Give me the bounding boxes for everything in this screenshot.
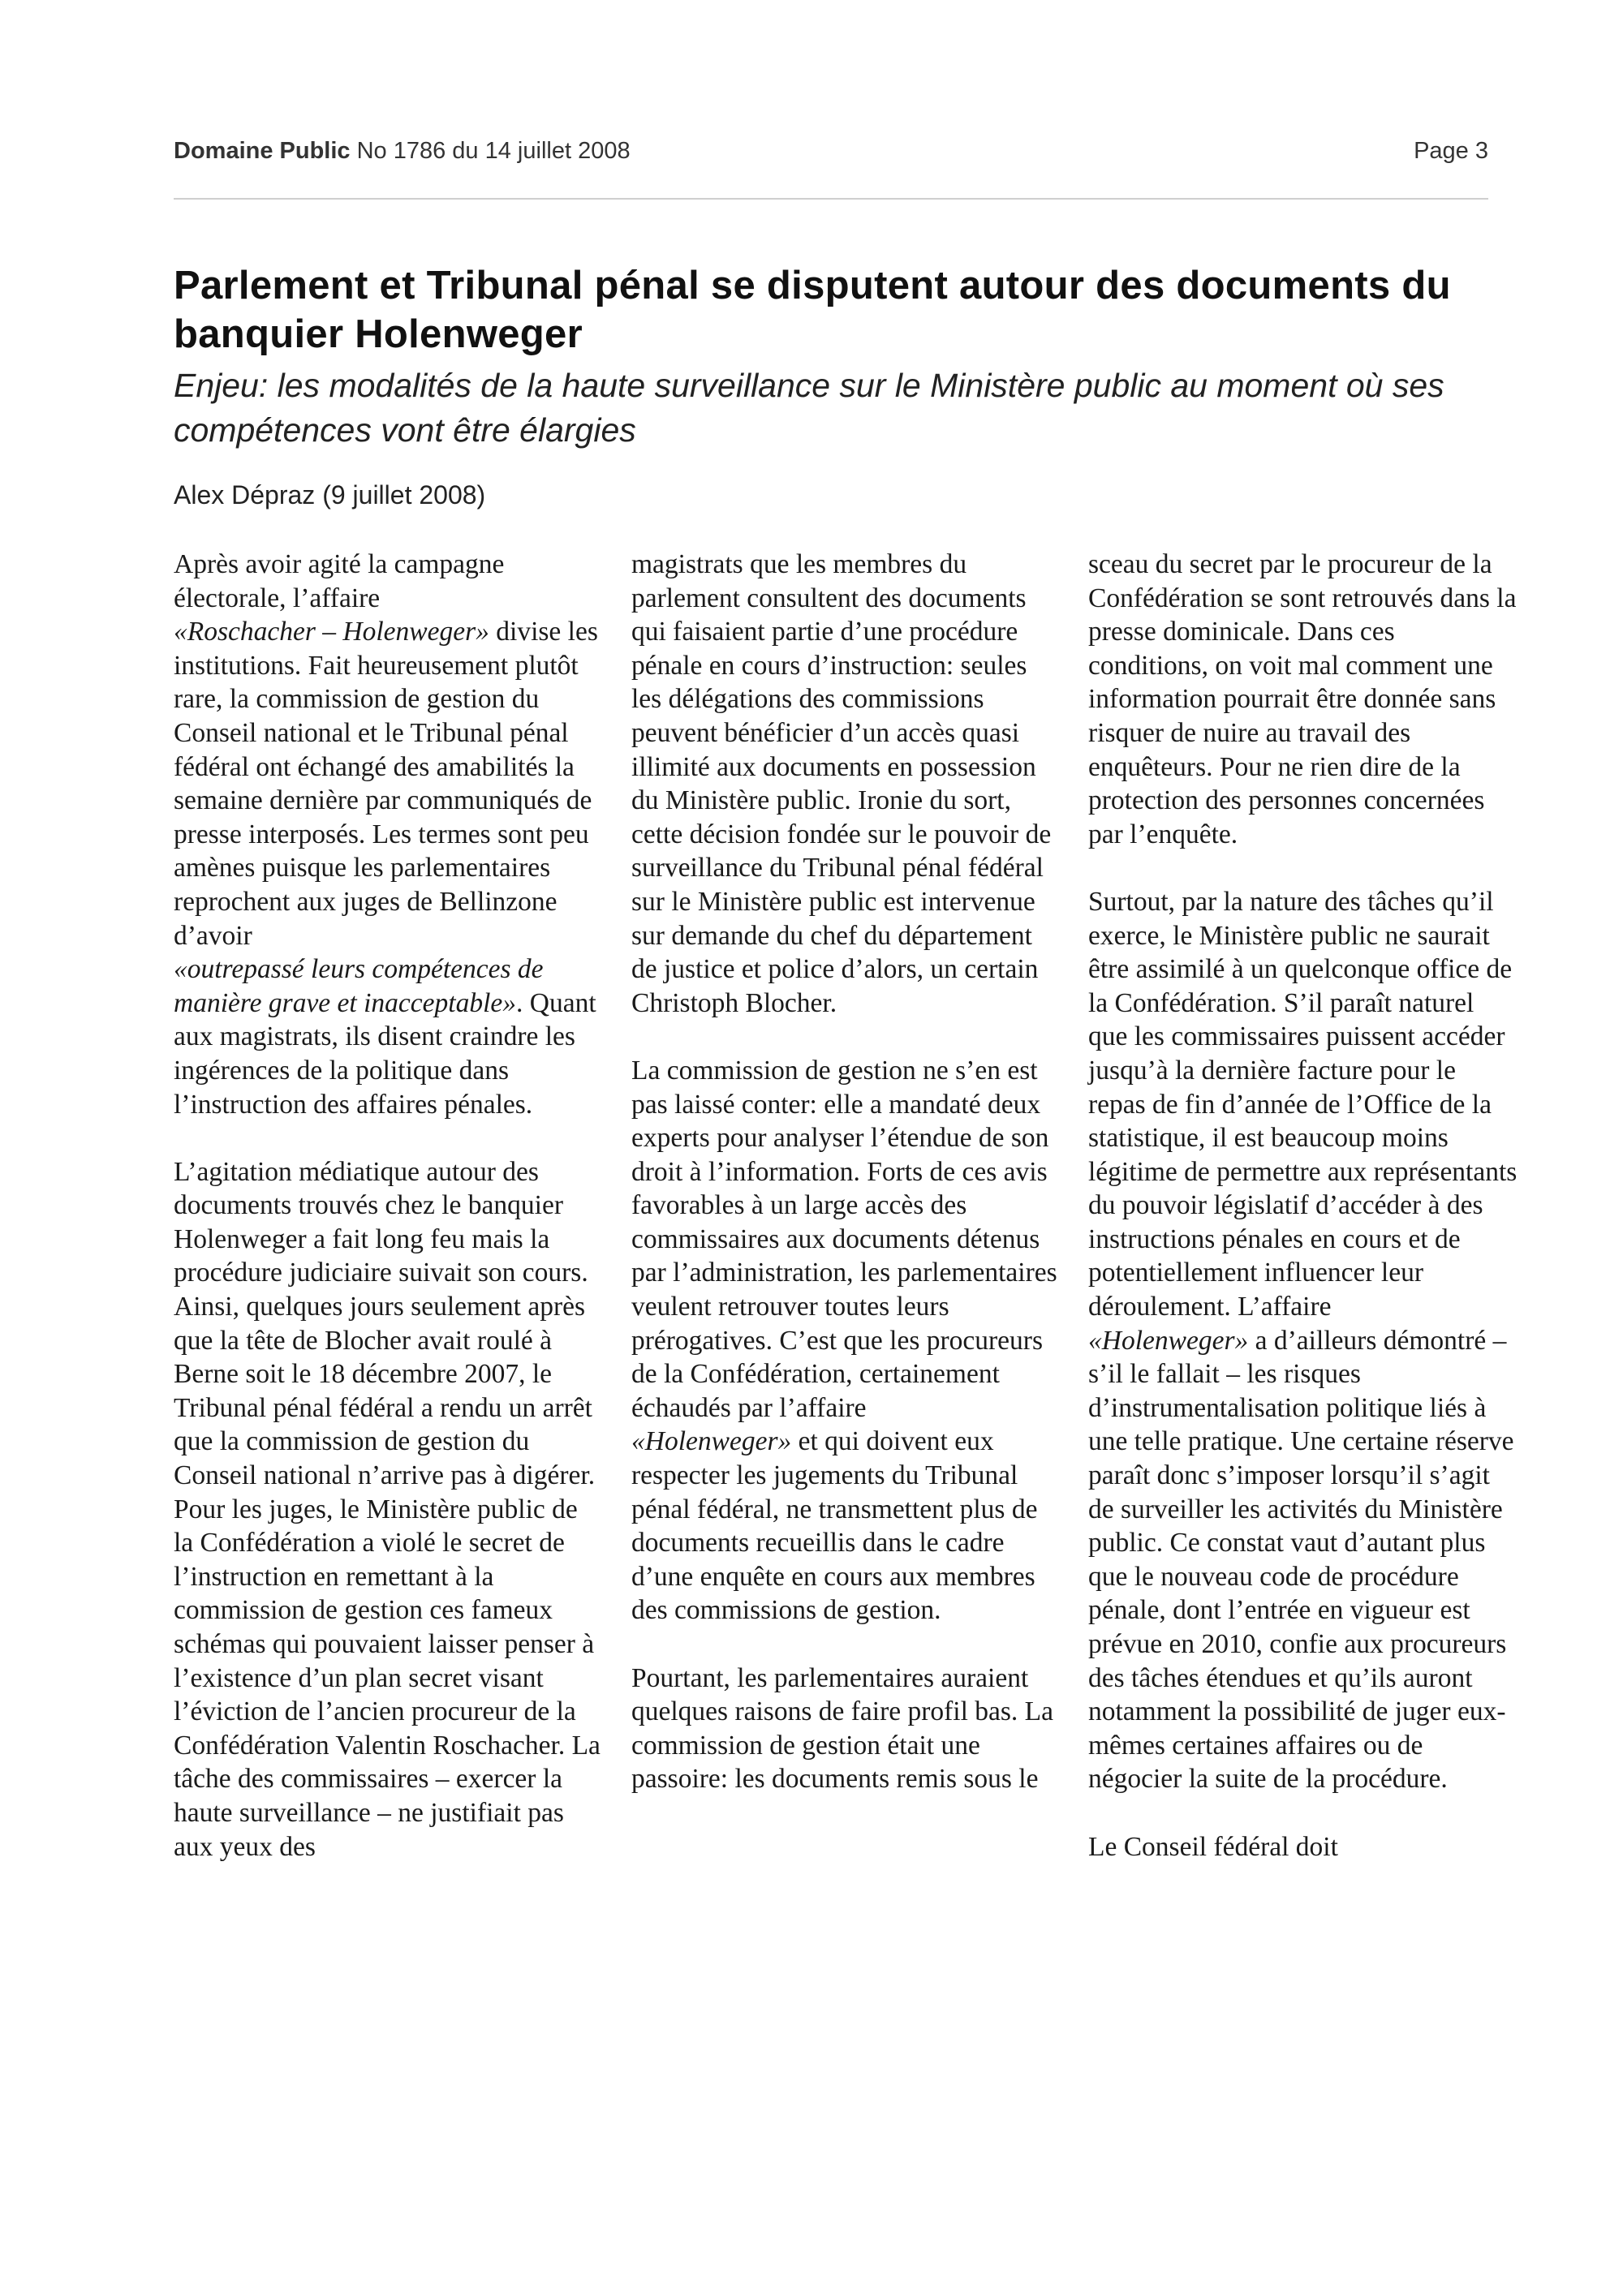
text-run: La commission de gestion ne s’en est pas laissé conter: elle a mandaté deux experts pour analyser l’étendue de son droit à l’information. Forts de ces avis favorables à un large accès des commissaires aux documents détenus par l’administration, les parlementaires veulent retrouver toutes leurs prérogatives. C’est que les procureurs de la Confédération, certainement échaudés par l’affaire (631, 1055, 1057, 1423)
text-column-1 (174, 548, 604, 2170)
text-run: et qui doivent eux respecter les jugements du Tribunal pénal fédéral, ne transmettent plus de documents recueillis dans le cadre d’une enquête en cours aux membres des commissions de gestion. (631, 1426, 1038, 1626)
paragraph: Le Conseil fédéral doit (1088, 1831, 1338, 1862)
header-divider (174, 198, 1488, 200)
page-number: Page 3 (1414, 138, 1488, 164)
article-byline: Alex Dépraz (9 juillet 2008) (174, 480, 486, 510)
paragraph (1088, 885, 1518, 1796)
paragraph: sceau du secret par le procureur de la Confédération se sont retrouvés dans la presse dominicale. Dans ces conditions, on voit mal comment une information pourrait être donnée sans risquer de nuire au travail des enquêteurs. Pour ne rien dire de la protection des personnes concernées par l’enquête. (1088, 549, 1517, 849)
text-run: divise les institutions. Fait heureusement plutôt rare, la commission de gestion du Conseil national et le Tribunal pénal fédéral ont échangé des amabilités la semaine dernière par communiqués de presse interposés. Les termes sont peu amènes puisque les parlementaires reprochent aux juges de Bellinzone d’avoir (174, 617, 598, 951)
publication-name: Domaine Public (174, 138, 351, 164)
paragraph: Pourtant, les parlementaires auraient quelques raisons de faire profil bas. La commission de gestion était une passoire: les documents remis sous le (631, 1662, 1054, 1795)
text-column-3 (1088, 548, 1518, 2170)
article-title: Parlement et Tribunal pénal se disputent autour des documents du banquier Holenweger (174, 264, 1451, 356)
quote: «Holenweger» (1088, 1325, 1249, 1356)
text-run: Surtout, par la nature des tâches qu’il exerce, le Ministère public ne saurait être assimilé à un quelconque office de la Confédération. S’il paraît naturel que les commissaires puissent accéder jusqu’à la dernière facture pour le repas de fin d’année de l’Office de la statistique, il est beaucoup moins légitime de permettre aux représentants du pouvoir législatif d’accéder à des instructions pénales en cours et de potentiellement influencer leur déroulement. L’affaire (1088, 886, 1518, 1322)
paragraph (174, 548, 604, 1121)
issue-info: No 1786 du 14 juillet 2008 (356, 138, 631, 164)
paragraph (631, 1054, 1061, 1627)
quote: «Roschacher – Holenweger» (174, 617, 489, 647)
quote: «Holenweger» (631, 1426, 792, 1457)
quote: «outrepassé leurs compétences de manière grave et inacceptable» (174, 954, 544, 1018)
text-run: . Quant aux magistrats, ils disent craindre les ingérences de la politique dans l’instruction des affaires pénales. (174, 987, 596, 1120)
paragraph: magistrats que les membres du parlement consultent des documents qui faisaient partie d’une procédure pénale en cours d’instruction: seules les délégations des commissions peuvent bénéficier d’un accès quasi illimité aux documents en possession du Ministère public. Ironie du sort, cette décision fondée sur le pouvoir de surveillance du Tribunal pénal fédéral sur le Ministère public est intervenue sur demande du chef du département de justice et police d’alors, un certain Christoph Blocher. (631, 549, 1052, 1018)
paragraph: L’agitation médiatique autour des documents trouvés chez le banquier Holenweger a fait long feu mais la procédure judiciaire suivait son cours. Ainsi, quelques jours seulement après que la tête de Blocher avait roulé à Berne soit le 18 décembre 2007, le Tribunal pénal fédéral a rendu un arrêt que la commission de gestion du Conseil national n’arrive pas à digérer. Pour les juges, le Ministère public de la Confédération a violé le secret de l’instruction en remettant à la commission de gestion ces fameux schémas qui pouvaient laisser penser à l’existence d’un plan secret visant l’éviction de l’ancien procureur de la Confédération Valentin Roschacher. La tâche des commissaires – exercer la haute surveillance – ne justifiait pas aux yeux des (174, 1156, 601, 1862)
text-run: Après avoir agité la campagne électorale, l’affaire (174, 549, 505, 613)
article-subtitle: Enjeu: les modalités de la haute surveillance sur le Ministère public au moment où ses compétences vont être élargies (174, 367, 1444, 449)
text-run: a d’ailleurs démontré – s’il le fallait – les risques d’instrumentalisation politique liés à une telle pratique. Une certaine réserve paraît donc s’imposer lorsqu’il s’agit de surveiller les activités du Ministère public. Ce constat vaut d’autant plus que le nouveau code de procédure pénale, dont l’entrée en vigueur est prévue en 2010, confie aux procureurs des tâches étendues et qu’ils auront notamment la possibilité de juger eux-mêmes certaines affaires ou de négocier la suite de la procédure. (1088, 1325, 1514, 1795)
text-column-2 (631, 548, 1061, 2170)
page-header (174, 138, 1488, 167)
